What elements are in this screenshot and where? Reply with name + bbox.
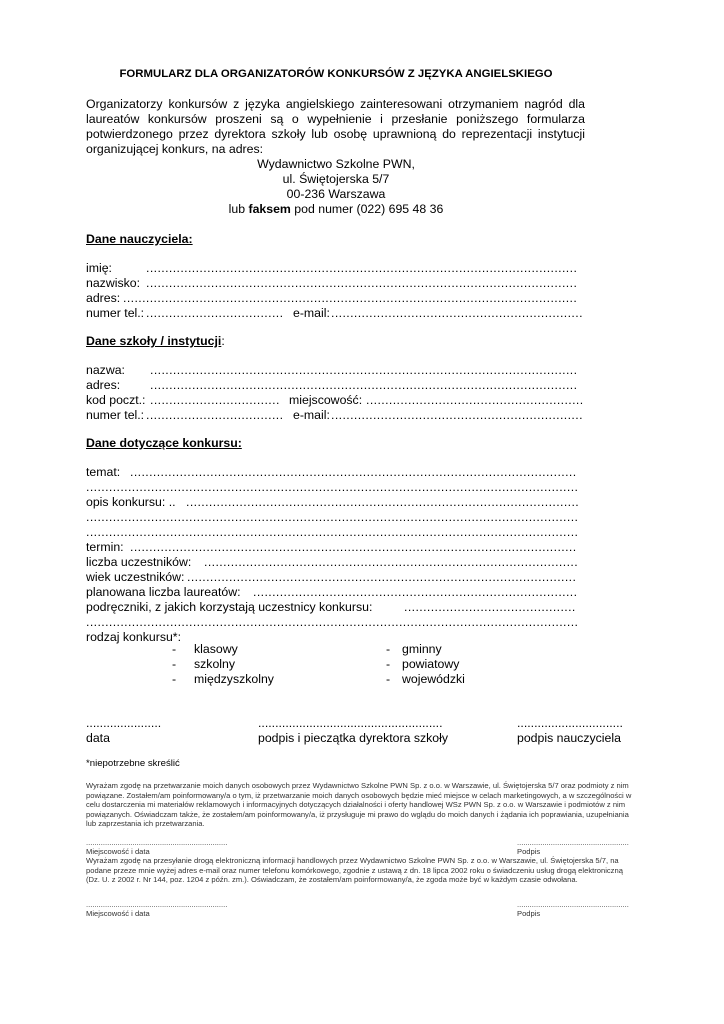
- teacher-surname-label: nazwisko:: [86, 276, 140, 290]
- school-name-field[interactable]: [86, 363, 586, 378]
- date-signature-dots[interactable]: ......................: [86, 716, 162, 730]
- school-name-dots[interactable]: ................................................................................................................: [150, 363, 578, 377]
- contest-age-label: wiek uczestników:: [86, 570, 185, 584]
- consent2-sign-dots[interactable]: .....................................................: [517, 900, 629, 909]
- contest-winners-label: planowana liczba laureatów:: [86, 585, 241, 599]
- contest-type-label-row: [86, 630, 586, 645]
- contest-description-line-3[interactable]: [86, 525, 586, 540]
- contest-date-dots[interactable]: .....................................................................................................................: [130, 540, 577, 554]
- consent2-place-dots[interactable]: ...................................................................: [86, 900, 228, 909]
- contest-description-dots[interactable]: .......................................................................................................: [186, 495, 580, 509]
- director-signature-label: podpis i pieczątka dyrektora szkoły: [258, 731, 449, 745]
- contest-description-line-2[interactable]: [86, 510, 586, 525]
- type-bullet: -: [386, 657, 391, 671]
- contest-topic-line-2[interactable]: [86, 480, 586, 495]
- school-address-field[interactable]: [86, 378, 586, 393]
- contest-textbooks-label: podręczniki, z jakich korzystają uczestnicy konkursu:: [86, 600, 373, 614]
- contest-description-dots-2[interactable]: .................................................................................................................................: [86, 510, 579, 524]
- type-option-label: międzyszkolny: [194, 672, 274, 686]
- contest-date-label: termin:: [86, 540, 124, 554]
- contest-winners-dots[interactable]: .....................................................................................: [253, 585, 578, 599]
- address-line-1: Wydawnictwo Szkolne PWN,: [257, 157, 415, 171]
- contest-participants-label: liczba uczestników:: [86, 555, 192, 569]
- school-address-label: adres:: [86, 378, 121, 392]
- teacher-phone-label: numer tel.:: [86, 306, 145, 320]
- address-line-2: ul. Świętojerska 5/7: [282, 172, 390, 186]
- school-phone-dots[interactable]: ....................................: [146, 408, 284, 422]
- contest-type-label: rodzaj konkursu*:: [86, 630, 182, 644]
- consent2-sign-label: Podpis: [517, 909, 541, 918]
- date-signature-label: data: [86, 731, 110, 745]
- consent1-sign-label: Podpis: [517, 847, 541, 856]
- type-bullet: -: [172, 672, 177, 686]
- form-title: FORMULARZ DLA ORGANIZATORÓW KONKURSÓW Z JĘZYKA ANGIELSKIEGO: [119, 68, 553, 80]
- contest-age-field[interactable]: [86, 570, 586, 585]
- teacher-name-label: imię:: [86, 261, 112, 275]
- type-bullet: -: [172, 642, 177, 656]
- fax-prefix: lub: [228, 202, 249, 216]
- school-email-dots[interactable]: ..................................................................: [331, 408, 583, 422]
- fax-line: [86, 202, 586, 217]
- intro-paragraph: Organizatorzy konkursów z języka angielskiego zainteresowani otrzymaniem nagród dla laureatów konkursów proszeni są o wypełnienie i przesłanie poniższego formularza potwierdzonego przez dyrektora szkoły lub osobę uprawnioną do reprezentacji instytucji organizującej konkurs, na adres:: [86, 97, 585, 156]
- fax-number: pod numer (022) 695 48 36: [290, 202, 444, 216]
- contest-winners-field[interactable]: [86, 585, 586, 600]
- teacher-name-dots[interactable]: .................................................................................................................: [146, 261, 578, 275]
- type-option-label: szkolny: [194, 657, 236, 671]
- contest-participants-dots[interactable]: ..................................................................................................: [204, 555, 579, 569]
- teacher-phone-row[interactable]: [86, 306, 586, 321]
- contest-textbooks-field[interactable]: [86, 600, 586, 615]
- school-address-dots[interactable]: ................................................................................................................: [150, 378, 578, 392]
- type-option-label: powiatowy: [402, 657, 460, 671]
- school-postcode-label: kod poczt.:: [86, 393, 146, 407]
- teacher-phone-dots[interactable]: ....................................: [146, 306, 284, 320]
- contest-date-field[interactable]: [86, 540, 586, 555]
- contest-description-label: opis konkursu: ..: [86, 495, 176, 509]
- consent1-place-dots[interactable]: ...................................................................: [86, 838, 228, 847]
- contest-description-dots-3[interactable]: .................................................................................................................................: [86, 525, 579, 539]
- consent-data-processing: Wyrażam zgodę na przetwarzanie moich danych osobowych przez Wydawnictwo Szkolne PWN Sp. z o.o. w Warszawie, ul. Świętojerska 5/7 oraz podmioty z nim powiązane. Zostałem/am poinformowany/a o tym, iż przetwarzanie moich danych osobowych będzie mieć miejsce w celach marketingowych, a w szczególności w celu dostarczenia mi materiałów reklamowych i informacyjnych dotyczących działalności i oferty handlowej WSz PWN Sp. z o.o. w Warszawie i podmiotów z nim powiązanych. Oświadczam także, że zostałem/am poinformowany/a, iż przysługuje mi prawo do wglądu do moich danych i żądania ich poprawiania, uzupełniania lub zaprzestania ich przetwarzania.: [86, 781, 632, 829]
- school-heading: Dane szkoły / instytucji: [86, 334, 222, 348]
- consent-electronic-info: Wyrażam zgodę na przesyłanie drogą elektroniczną informacji handlowych przez Wydawnictwo Szkolne PWN Sp. z o.o. w Warszawie, ul. Świętojerska 5/7, na podane przeze mnie wyżej adres e-mail oraz numer telefonu komórkowego, zgodnie z ustawą z dn. 18 lipca 2002 roku o świadczeniu usług drogą elektroniczną (Dz. U. z 2002 r. Nr 144, poz. 1204 z późn. zm.). Oświadczam, że zostałem/am poinformowany/a, że zgoda może być w każdym czasie odwołana.: [86, 856, 623, 885]
- teacher-heading: Dane nauczyciela:: [86, 232, 193, 246]
- type-bullet: -: [172, 657, 177, 671]
- contest-textbooks-dots-2[interactable]: .................................................................................................................................: [86, 615, 579, 629]
- type-option-label: wojewódzki: [402, 672, 465, 686]
- consent2-place-label: Miejscowość i data: [86, 909, 150, 918]
- school-heading-row: [86, 334, 225, 348]
- teacher-address-field[interactable]: [86, 291, 586, 306]
- teacher-address-dots[interactable]: .......................................................................................................................: [123, 291, 578, 305]
- contest-topic-label: temat:: [86, 465, 121, 479]
- teacher-surname-dots[interactable]: .................................................................................................................: [146, 276, 578, 290]
- teacher-signature-dots[interactable]: ...............................: [517, 716, 623, 730]
- contest-topic-dots[interactable]: .....................................................................................................................: [130, 465, 577, 479]
- teacher-email-label: e-mail:: [293, 306, 330, 320]
- school-email-label: e-mail:: [293, 408, 330, 422]
- fax-bold: faksem: [248, 202, 291, 216]
- director-signature-dots[interactable]: ......................................................: [258, 716, 443, 730]
- teacher-surname-field[interactable]: [86, 276, 586, 291]
- contest-participants-field[interactable]: [86, 555, 586, 570]
- teacher-signature-label: podpis nauczyciela: [517, 731, 621, 745]
- consent1-place-label: Miejscowość i data: [86, 847, 150, 856]
- teacher-email-dots[interactable]: ..................................................................: [331, 306, 583, 320]
- school-city-label: miejscowość:: [289, 393, 363, 407]
- school-phone-label: numer tel.:: [86, 408, 145, 422]
- school-postcode-dots[interactable]: ..................................: [150, 393, 280, 407]
- school-city-dots[interactable]: .........................................................: [366, 393, 584, 407]
- type-bullet: -: [386, 642, 391, 656]
- contest-textbooks-line-2[interactable]: [86, 615, 586, 630]
- type-bullet: -: [386, 672, 391, 686]
- contest-heading: Dane dotyczące konkursu:: [86, 436, 242, 450]
- school-heading-colon: :: [221, 334, 225, 348]
- consent1-sign-dots[interactable]: .....................................................: [517, 838, 629, 847]
- school-name-label: nazwa:: [86, 363, 125, 377]
- teacher-name-field[interactable]: [86, 261, 586, 276]
- type-option-label: klasowy: [194, 642, 238, 656]
- contest-topic-field[interactable]: [86, 465, 586, 480]
- type-option-label: gminny: [402, 642, 442, 656]
- address-line-3: 00-236 Warszawa: [286, 187, 386, 201]
- school-phone-row[interactable]: [86, 408, 586, 423]
- teacher-address-label: adres:: [86, 291, 121, 305]
- school-postcode-row[interactable]: [86, 393, 586, 408]
- contest-topic-dots-2[interactable]: .................................................................................................................................: [86, 480, 579, 494]
- contest-description-field[interactable]: [86, 495, 586, 510]
- footnote: *niepotrzebne skreślić: [86, 758, 180, 769]
- contest-age-dots[interactable]: ......................................................................................................: [187, 570, 577, 584]
- contest-textbooks-dots[interactable]: .............................................: [404, 600, 576, 614]
